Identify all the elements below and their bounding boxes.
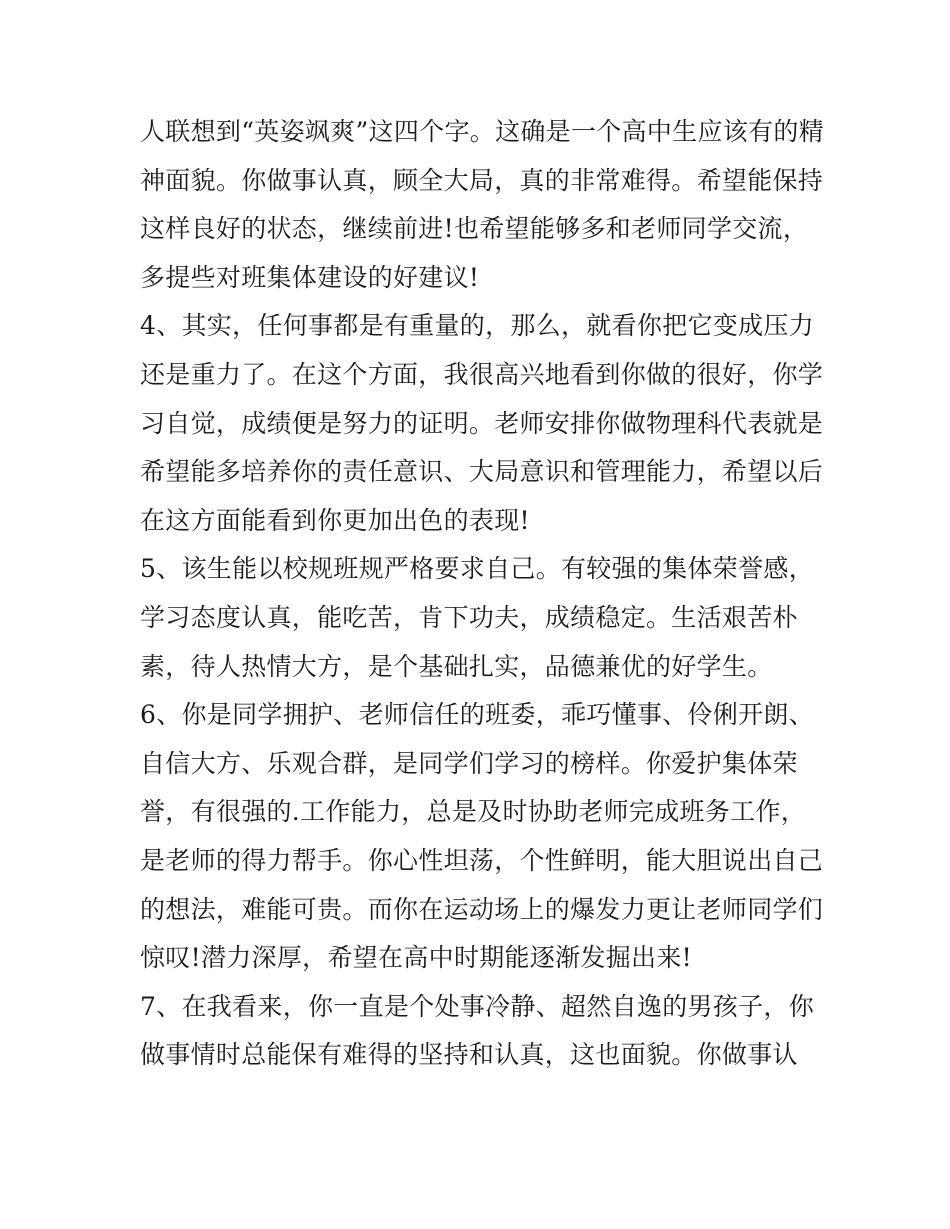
- text-line: 这样良好的状态，继续前进!也希望能够多和老师同学交流，: [140, 214, 809, 244]
- text-line: 神面貌。你做事认真，顾全大局，真的非常难得。希望能保持: [140, 165, 824, 195]
- text-line: 的想法，难能可贵。而你在运动场上的爆发力更让老师同学们: [140, 894, 824, 924]
- text-line: 学习态度认真，能吃苦，肯下功夫，成绩稳定。生活艰苦朴: [140, 602, 798, 632]
- text-line: 习自觉，成绩便是努力的证明。老师安排你做物理科代表就是: [140, 408, 824, 438]
- text-line: 4、其实，任何事都是有重量的，那么，就看你把它变成压力: [140, 311, 815, 341]
- text-line: 5、该生能以校规班规严格要求自己。有较强的集体荣誉感，: [140, 554, 815, 584]
- text-line: 多提些对班集体建设的好建议!: [140, 262, 480, 292]
- text-line: 在这方面能看到你更加出色的表现!: [140, 505, 530, 535]
- text-line: 人联想到“英姿飒爽”这四个字。这确是一个高中生应该有的精: [140, 117, 824, 146]
- text-line: 做事情时总能保有难得的坚持和认真，这也面貌。你做事认: [140, 1040, 798, 1070]
- text-line: 素，待人热情大方，是个基础扎实，品德兼优的好学生。: [140, 651, 773, 681]
- text-line: 7、在我看来，你一直是个处事冷静、超然自逸的男孩子，你: [140, 991, 815, 1021]
- text-line: 是老师的得力帮手。你心性坦荡，个性鲜明，能大胆说出自己: [140, 845, 824, 875]
- text-line: 还是重力了。在这个方面，我很高兴地看到你做的很好，你学: [140, 359, 824, 389]
- text-line: 6、你是同学拥护、老师信任的班委，乖巧懂事、伶俐开朗、: [140, 700, 815, 730]
- text-line: 自信大方、乐观合群，是同学们学习的榜样。你爱护集体荣: [140, 748, 798, 778]
- text-line: 誉，有很强的.工作能力，总是及时协助老师完成班务工作，: [140, 797, 807, 827]
- text-line: 惊叹!潜力深厚，希望在高中时期能逐渐发掘出来!: [140, 943, 692, 973]
- document-body: [140, 108, 824, 1080]
- text-line: 希望能多培养你的责任意识、大局意识和管理能力，希望以后: [140, 457, 824, 487]
